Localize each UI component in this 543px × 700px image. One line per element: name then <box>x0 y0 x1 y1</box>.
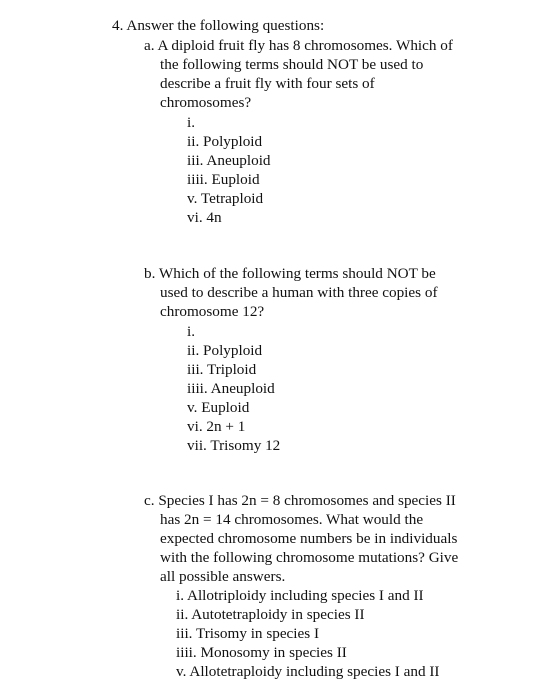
question-a-option: vi. 4n <box>187 209 222 226</box>
question-b-stem-line-2: used to describe a human with three copies of <box>160 284 438 301</box>
question-a-option: iiii. Euploid <box>187 171 260 188</box>
question-a-stem-line-2: the following terms should NOT be used to <box>160 56 424 73</box>
question-a-stem-line-4: chromosomes? <box>160 94 252 111</box>
question-b-option: iii. Triploid <box>187 361 257 378</box>
question-c-stem-line-1: c. Species I has 2n = 8 chromosomes and species II <box>144 492 456 509</box>
question-c-option: iii. Trisomy in species I <box>176 625 320 642</box>
question-a-option: iii. Aneuploid <box>187 152 271 169</box>
question-b-option: iiii. Aneuploid <box>187 380 275 397</box>
question-b-option: ii. Polyploid <box>187 342 263 359</box>
question-b-option: vi. 2n + 1 <box>187 418 246 435</box>
question-c-option: i. Allotriploidy including species I and II <box>176 587 424 604</box>
question-c-option: ii. Autotetraploidy in species II <box>176 606 365 623</box>
question-a-stem-line-1: a. A diploid fruit fly has 8 chromosomes. Which of <box>144 37 453 54</box>
question-c-option: v. Allotetraploidy including species I and II <box>176 663 440 680</box>
question-a-option: v. Tetraploid <box>187 190 264 207</box>
question-c-option: iiii. Monosomy in species II <box>176 644 347 661</box>
question-a-option: ii. Polyploid <box>187 133 263 150</box>
question-c-stem-line-3: expected chromosome numbers be in individuals <box>160 530 458 547</box>
question-c-stem-line-2: has 2n = 14 chromosomes. What would the <box>160 511 424 528</box>
question-a-stem-line-3: describe a fruit fly with four sets of <box>160 75 375 92</box>
question-b-option: vii. Trisomy 12 <box>187 437 281 454</box>
question-b-stem-line-1: b. Which of the following terms should NOT be <box>144 265 436 282</box>
page-heading: 4. Answer the following questions: <box>112 17 325 34</box>
question-c-stem-line-5: all possible answers. <box>160 568 286 585</box>
question-b-stem-line-3: chromosome 12? <box>160 303 265 320</box>
question-b-option: i. <box>187 323 196 340</box>
question-a-option: i. <box>187 114 196 131</box>
question-b-option: v. Euploid <box>187 399 250 416</box>
question-c-stem-line-4: with the following chromosome mutations? Give <box>160 549 459 566</box>
